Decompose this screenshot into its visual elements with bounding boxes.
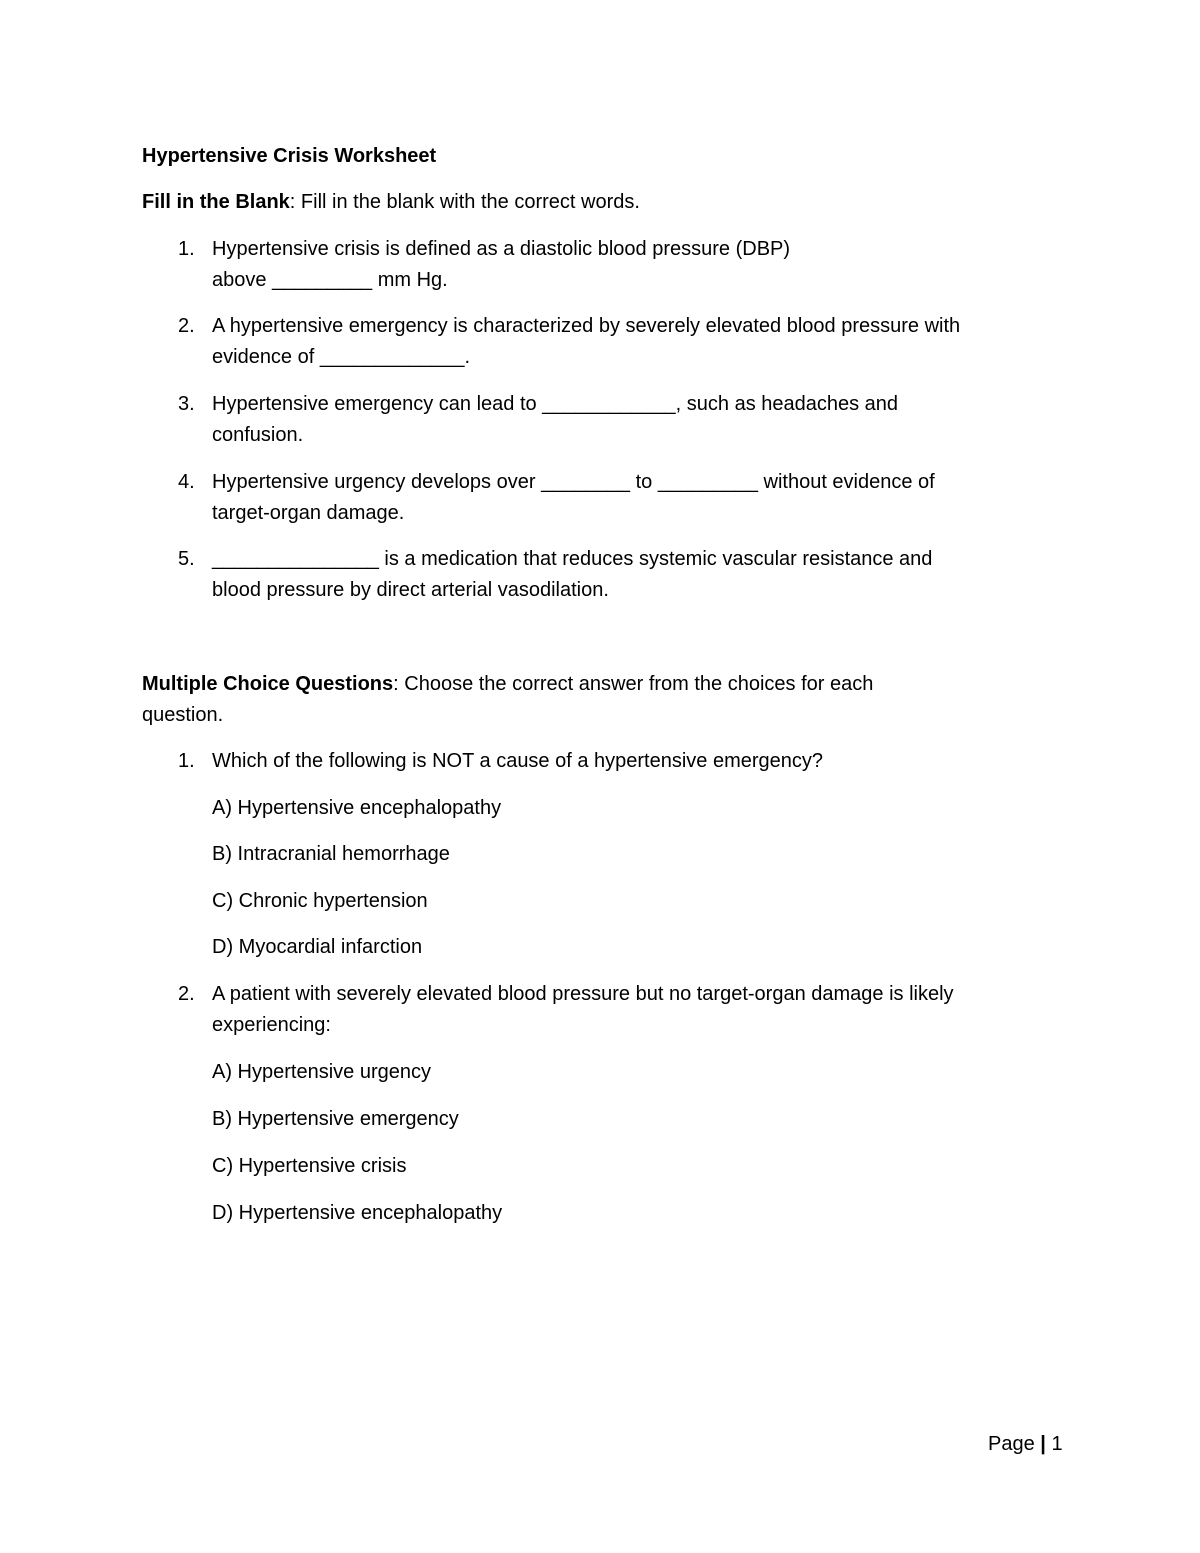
question-text: A patient with severely elevated blood pressure but no target-organ damage is likely: [212, 983, 954, 1005]
question-text: Which of the following is NOT a cause of a hypertensive emergency?: [212, 750, 824, 772]
multiple-choice-instruction-cont: question.: [142, 704, 224, 726]
page-number: 1: [1051, 1433, 1063, 1455]
mc-q2-choice-a: A) Hypertensive urgency: [212, 1061, 431, 1083]
mc-q2-choice-b: B) Hypertensive emergency: [212, 1108, 459, 1130]
multiple-choice-heading: [142, 669, 1042, 731]
mc-q2-choice-c: C) Hypertensive crisis: [212, 1155, 407, 1177]
mc-q1-choice-a: A) Hypertensive encephalopathy: [212, 797, 502, 819]
mc-q1-choice-d: D) Myocardial infarction: [212, 936, 423, 958]
question-text: experiencing:: [212, 1014, 331, 1036]
item-number: 2.: [178, 315, 195, 337]
item-text-line: _______________ is a medication that reduces systemic vascular resistance and: [212, 548, 933, 570]
mc-q1-choice-c: C) Chronic hypertension: [212, 890, 428, 912]
page-footer: [988, 1429, 1063, 1460]
item-text-line: Hypertensive urgency develops over ________ to _________ without evidence of: [212, 471, 935, 493]
mc-q2-choice-d: D) Hypertensive encephalopathy: [212, 1202, 503, 1224]
item-text-line: A hypertensive emergency is characterized by severely elevated blood pressure with: [212, 315, 961, 337]
item-text-line: confusion.: [212, 424, 304, 446]
page-label: Page: [988, 1433, 1035, 1455]
page-separator: |: [1040, 1433, 1046, 1455]
mc-q1-choice-b: B) Intracranial hemorrhage: [212, 843, 450, 865]
fill-in-blank-instruction: : Fill in the blank with the correct words.: [289, 191, 640, 213]
question-number: 1.: [178, 750, 195, 772]
item-number: 5.: [178, 548, 195, 570]
item-number: 4.: [178, 471, 195, 493]
item-text-line: Hypertensive crisis is defined as a diastolic blood pressure (DBP): [212, 238, 791, 260]
item-text-line: blood pressure by direct arterial vasodilation.: [212, 579, 609, 601]
item-text-line: target-organ damage.: [212, 502, 405, 524]
item-number: 3.: [178, 393, 195, 415]
multiple-choice-label: Multiple Choice Questions: [142, 673, 394, 695]
question-number: 2.: [178, 983, 195, 1005]
worksheet-title: Hypertensive Crisis Worksheet: [142, 145, 437, 167]
item-text-line: Hypertensive emergency can lead to ____________, such as headaches and: [212, 393, 899, 415]
multiple-choice-instruction: : Choose the correct answer from the choices for each: [393, 673, 874, 695]
fill-in-blank-heading: [142, 187, 1042, 218]
item-text-line: above _________ mm Hg.: [212, 269, 448, 291]
fill-in-blank-label: Fill in the Blank: [142, 191, 290, 213]
item-number: 1.: [178, 238, 195, 260]
item-text-line: evidence of _____________.: [212, 346, 471, 368]
